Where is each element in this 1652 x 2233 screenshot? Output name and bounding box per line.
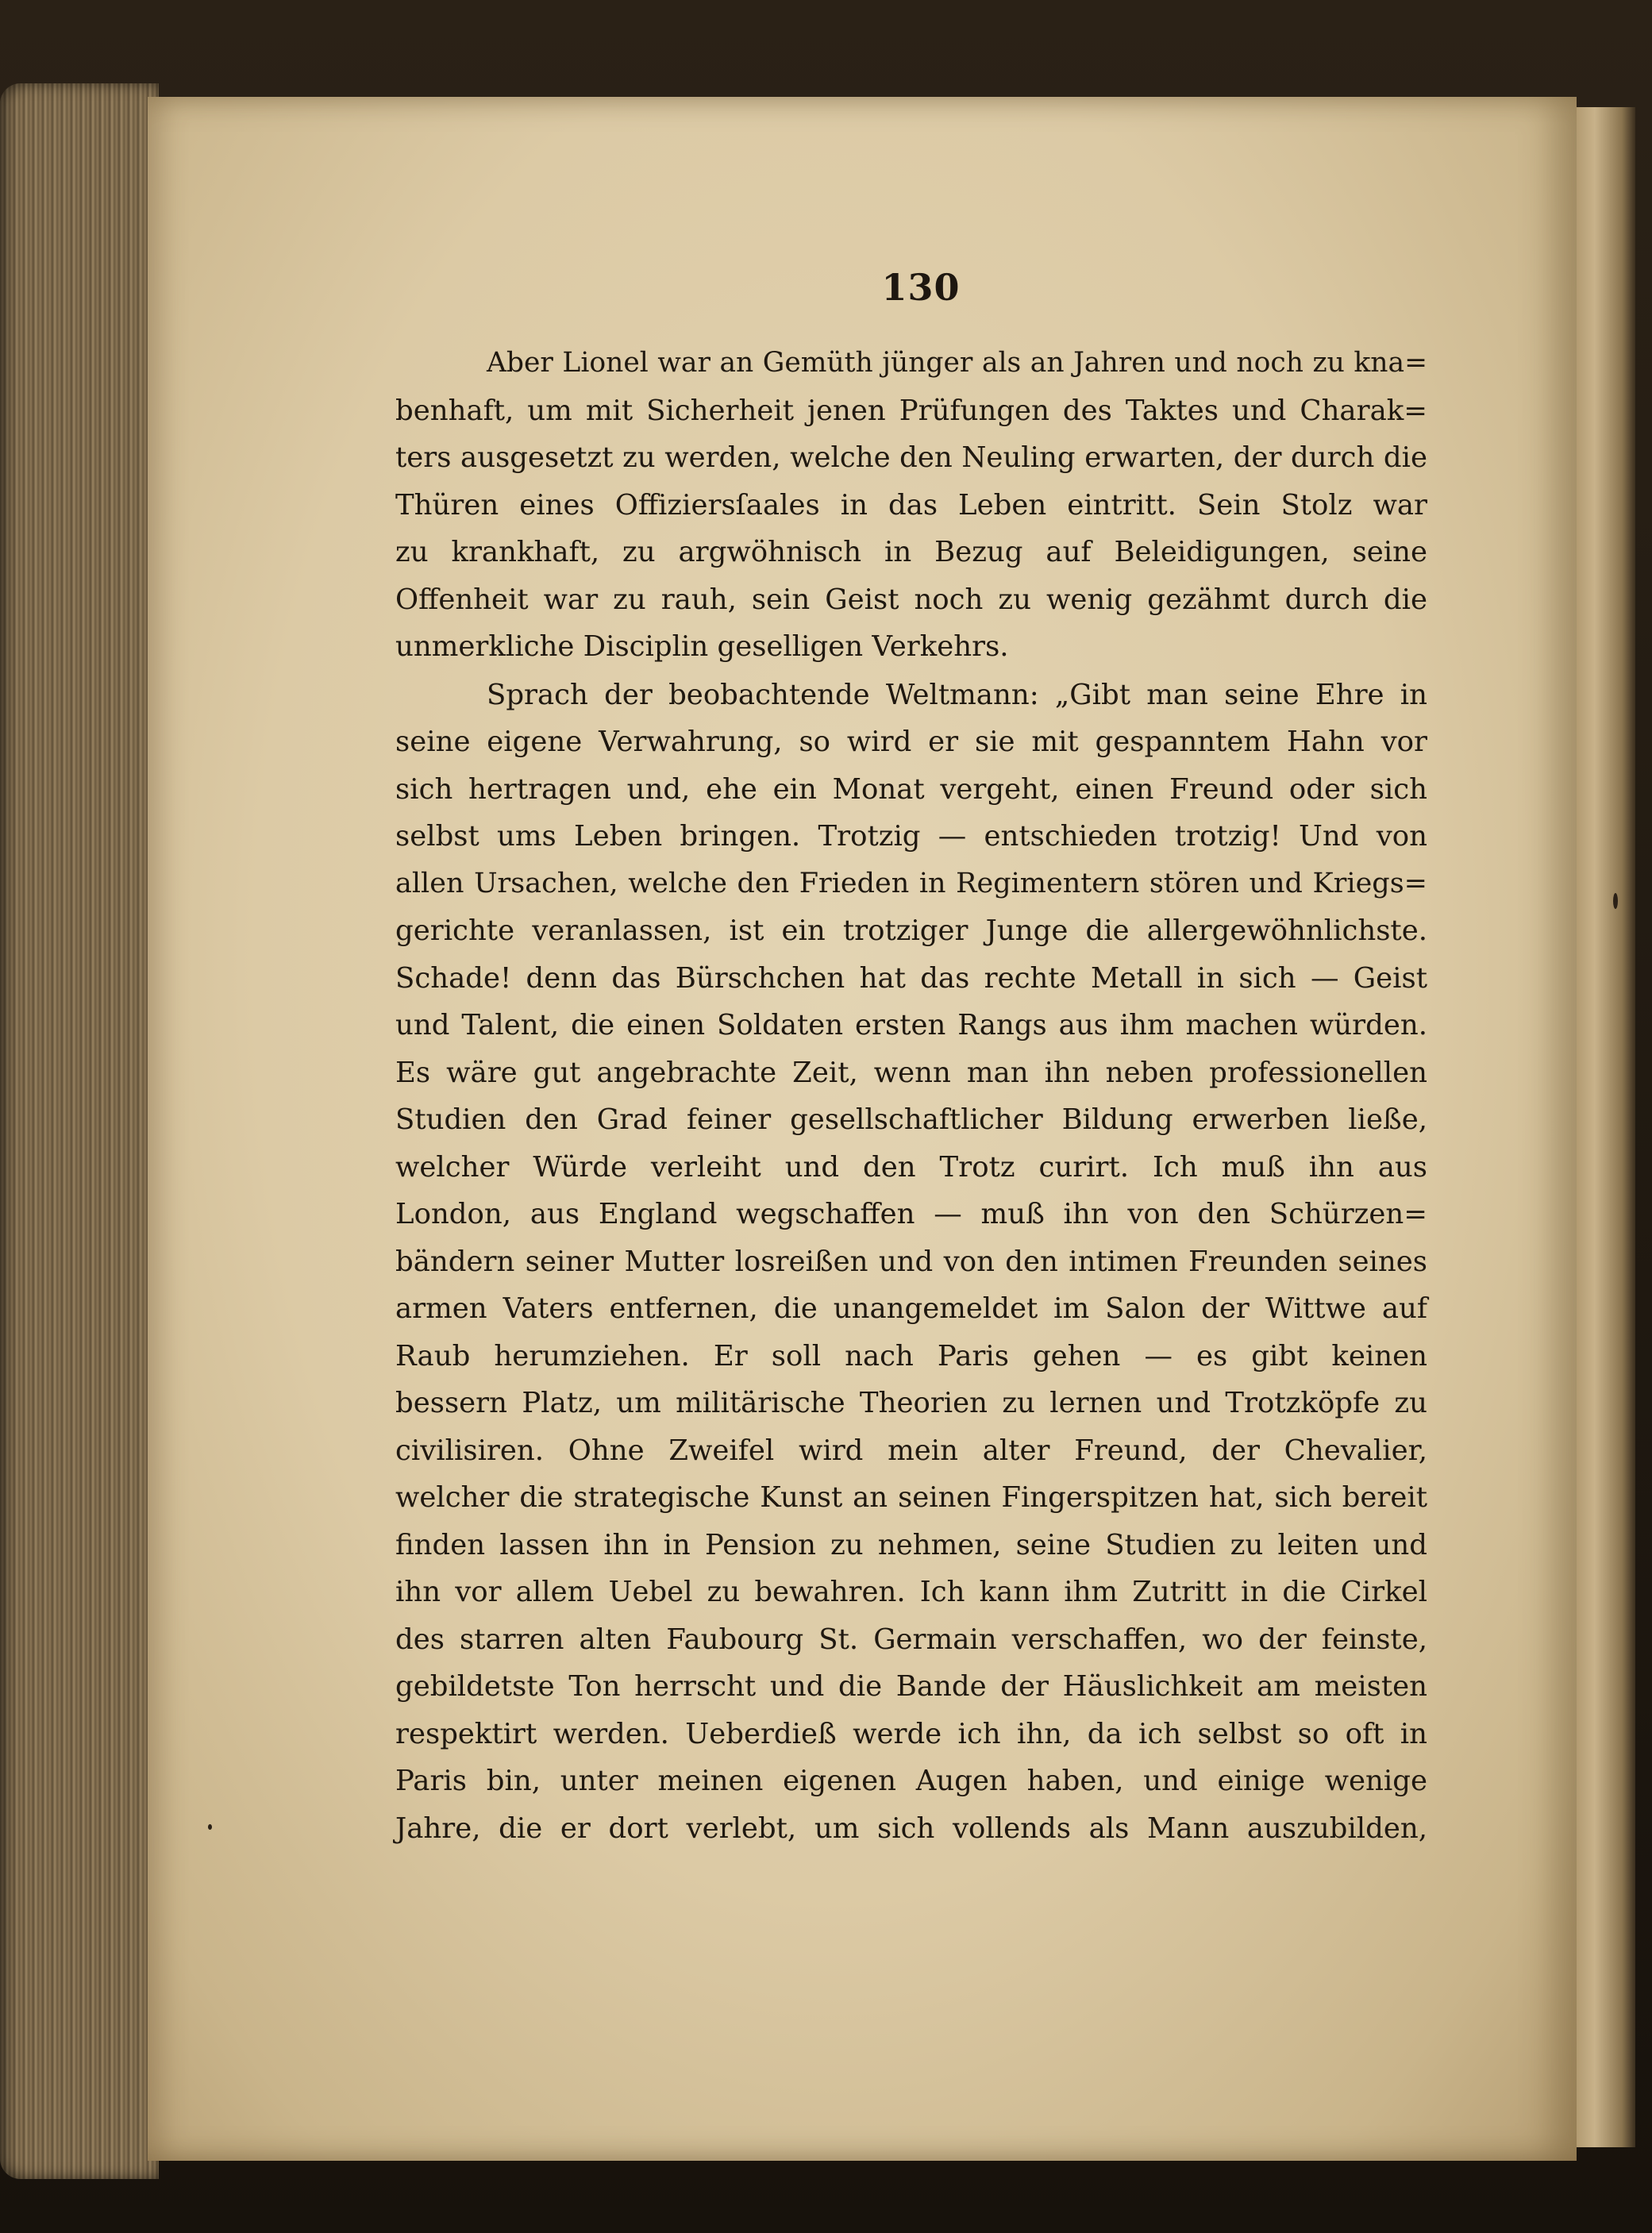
text-line: sich hertragen und, ehe ein Monat vergeht, einen Freund oder sich xyxy=(395,772,1427,806)
text-line: und Talent, die einen Soldaten ersten Rangs aus ihm machen würden. xyxy=(395,1009,1427,1041)
text-line: Jahre, die er dort verlebt, um sich vollends als Mann auszubilden, xyxy=(395,1811,1427,1845)
text-line: Offenheit war zu rauh, sein Geist noch zu wenig gezähmt durch die xyxy=(395,583,1427,616)
text-line: benhaft, um mit Sicherheit jenen Prüfungen des Taktes und Charak= xyxy=(395,394,1427,427)
text-line: Es wäre gut angebrachte Zeit, wenn man ihn neben professionellen xyxy=(395,1056,1427,1089)
text-line: ters ausgesetzt zu werden, welche den Neuling erwarten, der durch die xyxy=(395,441,1427,474)
text-line: gebildetste Ton herrscht und die Bande der Häuslichkeit am meisten xyxy=(395,1670,1427,1703)
text-line: London, aus England wegschaffen — muß ihn von den Schürzen= xyxy=(395,1198,1427,1230)
text-line: selbst ums Leben bringen. Trotzig — entschieden trotzig! Und von xyxy=(395,820,1427,853)
text-line: armen Vaters entfernen, die unangemeldet im Salon der Wittwe auf xyxy=(395,1292,1427,1325)
text-line: Paris bin, unter meinen eigenen Augen haben, und einige wenige xyxy=(395,1765,1427,1797)
text-line: finden lassen ihn in Pension zu nehmen, seine Studien zu leiten und xyxy=(395,1528,1427,1561)
text-line: des starren alten Faubourg St. Germain verschaffen, wo der feinste, xyxy=(395,1623,1427,1656)
paper-speck xyxy=(208,1824,212,1830)
text-line: zu krankhaft, zu argwöhnisch in Bezug auf Beleidigungen, seine xyxy=(395,536,1427,568)
text-line: welcher die strategische Kunst an seinen Fingerspitzen hat, sich bereit xyxy=(395,1481,1427,1514)
text-line: Studien den Grad feiner gesellschaftlicher Bildung erwerben ließe, xyxy=(395,1103,1427,1136)
text-line: seine eigene Verwahrung, so wird er sie mit gespanntem Hahn vor xyxy=(395,726,1427,758)
text-line: Schade! denn das Bürschchen hat das rechte Metall in sich — Geist xyxy=(395,961,1427,995)
page-number: 130 xyxy=(881,266,961,309)
text-line: ihn vor allem Uebel zu bewahren. Ich kann ihm Zutritt in die Cirkel xyxy=(395,1576,1427,1608)
paper-speck xyxy=(1613,893,1618,909)
text-line: Aber Lionel war an Gemüth jünger als an Jahren und noch zu kna= xyxy=(487,347,1427,379)
text-line: bändern seiner Mutter losreißen und von den intimen Freunden seines xyxy=(395,1245,1427,1278)
text-line: bessern Platz, um militärische Theorien zu lernen und Trotzköpfe zu xyxy=(395,1387,1427,1419)
text-line: Sprach der beobachtende Weltmann: „Gibt man seine Ehre in xyxy=(487,678,1427,711)
text-line: civilisiren. Ohne Zweifel wird mein alter Freund, der Chevalier, xyxy=(395,1434,1427,1467)
text-line: gerichte veranlassen, ist ein trotziger Junge die allergewöhnlichste. xyxy=(395,914,1427,947)
left-page-stack xyxy=(0,83,159,2179)
page-body xyxy=(395,340,1427,1852)
text-line: allen Ursachen, welche den Frieden in Regimentern stören und Kriegs= xyxy=(395,867,1427,899)
text-line: unmerkliche Disciplin geselligen Verkehrs. xyxy=(395,630,1009,663)
text-line: respektirt werden. Ueberdieß werde ich ihn, da ich selbst so oft in xyxy=(395,1717,1427,1750)
text-line: welcher Würde verleiht und den Trotz curirt. Ich muß ihn aus xyxy=(395,1150,1427,1184)
text-line: Thüren eines Offiziersſaales in das Leben eintritt. Sein Stolz war xyxy=(395,488,1427,522)
text-line: Raub herumziehen. Er soll nach Paris gehen — es gibt keinen xyxy=(395,1339,1427,1373)
right-page-edge xyxy=(1568,107,1635,2147)
